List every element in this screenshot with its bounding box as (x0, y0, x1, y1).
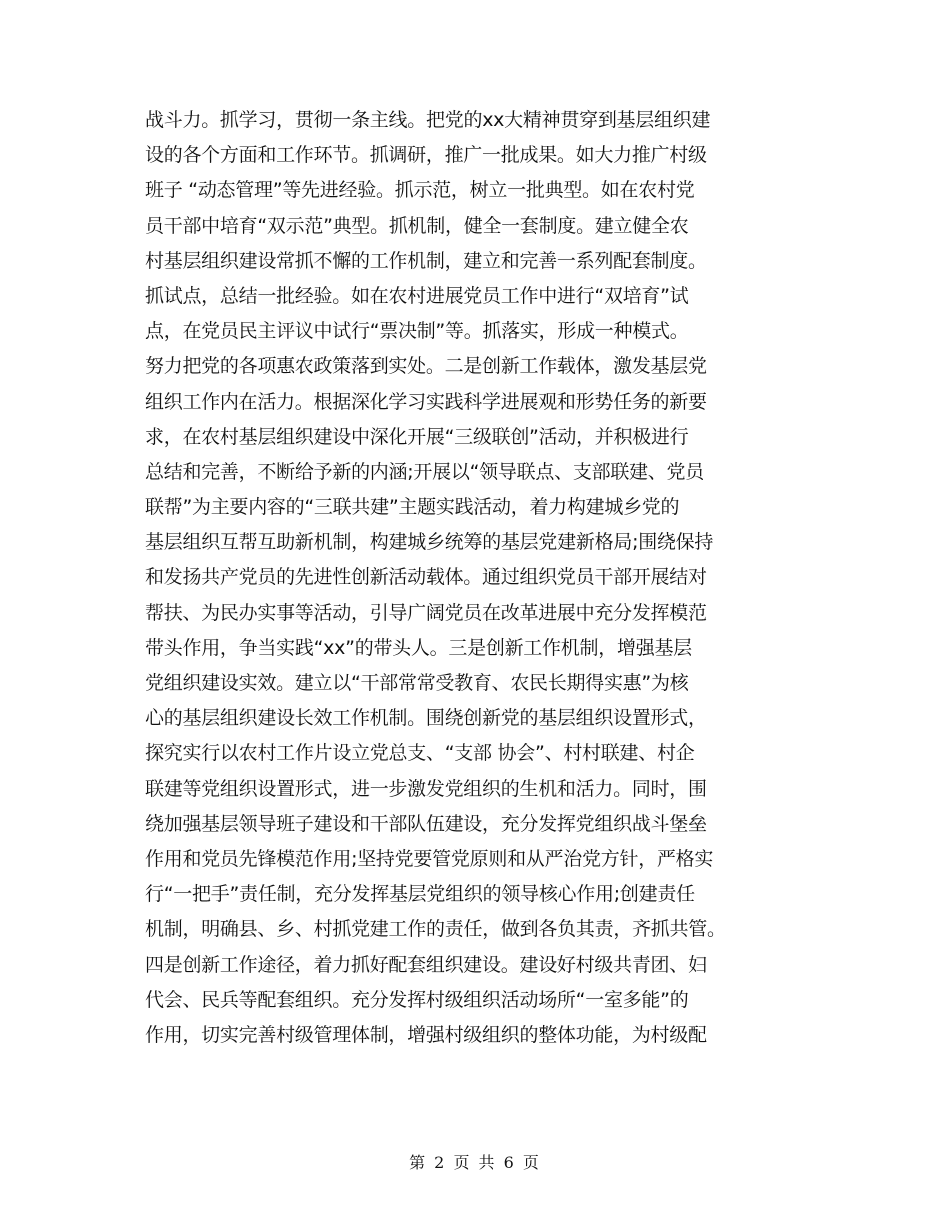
body-text (145, 103, 825, 1053)
text-line: 和发扬共产党员的先进性创新活动载体。通过组织党员干部开展结对 (145, 566, 707, 589)
text-line: 求，在农村基层组织建设中深化开展“三级联创”活动，并积极进行 (145, 425, 689, 448)
page-footer: 第 2 页 共 6 页 (409, 1153, 541, 1172)
text-line: 机制，明确县、乡、村抓党建工作的责任，做到各负其责，齐抓共管。 (145, 918, 726, 941)
text-line: 四是创新工作途径，着力抓好配套组织建设。建设好村级共青团、妇 (145, 953, 707, 976)
text-line: 点，在党员民主评议中试行“票决制”等。抓落实，形成一种模式。 (145, 320, 689, 343)
text-line: 帮扶、为民办实事等活动，引导广阔党员在改革进展中充分发挥模范 (145, 601, 707, 624)
text-line: 联建等党组织设置形式，进一步激发党组织的生机和活力。同时，围 (145, 777, 707, 800)
text-line: 联帮”为主要内容的“三联共建”主题实践活动，着力构建城乡党的 (145, 496, 680, 519)
text-line: 班子 “动态管理”等先进经验。抓示范，树立一批典型。如在农村党 (145, 179, 695, 202)
text-line: 设的各个方面和工作环节。抓调研，推广一批成果。如大力推广村级 (145, 144, 707, 167)
text-line: 行“一把手”责任制，充分发挥基层党组织的领导核心作用;创建责任 (145, 883, 695, 906)
text-line: 总结和完善，不断给予新的内涵;开展以“领导联点、支部联建、党员 (145, 460, 704, 483)
text-line: 作用和党员先锋模范作用;坚持党要管党原则和从严治党方针，严格实 (145, 847, 714, 870)
text-line: 努力把党的各项惠农政策落到实处。二是创新工作载体，激发基层党 (145, 355, 707, 378)
text-line: 党组织建设实效。建立以“干部常常受教育、农民长期得实惠”为核 (145, 672, 689, 694)
text-line: 抓试点，总结一批经验。如在农村进展党员工作中进行“双培育”试 (145, 284, 689, 307)
text-line: 带头作用，争当实践“xx”的带头人。三是创新工作机制，增强基层 (145, 636, 692, 659)
text-line: 基层组织互帮互助新机制，构建城乡统筹的基层党建新格局;围绕保持 (145, 531, 714, 554)
text-line: 员干部中培育“双示范”典型。抓机制，健全一套制度。建立健全农 (145, 214, 689, 237)
text-line: 探究实行以农村工作片设立党总支、“支部 协会”、村村联建、村企 (145, 742, 695, 765)
text-line: 组织工作内在活力。根据深化学习实践科学进展观和形势任务的新要 (145, 390, 707, 413)
text-line: 村基层组织建设常抓不懈的工作机制，建立和完善一系列配套制度。 (145, 249, 707, 272)
text-line: 战斗力。抓学习，贯彻一条主线。把党的xx大精神贯穿到基层组织建 (145, 109, 711, 131)
text-line: 代会、民兵等配套组织。充分发挥村级组织活动场所“一室多能”的 (145, 988, 689, 1011)
text-line: 绕加强基层领导班子建设和干部队伍建设，充分发挥党组织战斗堡垒 (145, 812, 707, 835)
text-line: 作用，切实完善村级管理体制，增强村级组织的整体功能，为村级配 (145, 1023, 707, 1046)
text-line: 心的基层组织建设长效工作机制。围绕创新党的基层组织设置形式， (145, 707, 707, 730)
